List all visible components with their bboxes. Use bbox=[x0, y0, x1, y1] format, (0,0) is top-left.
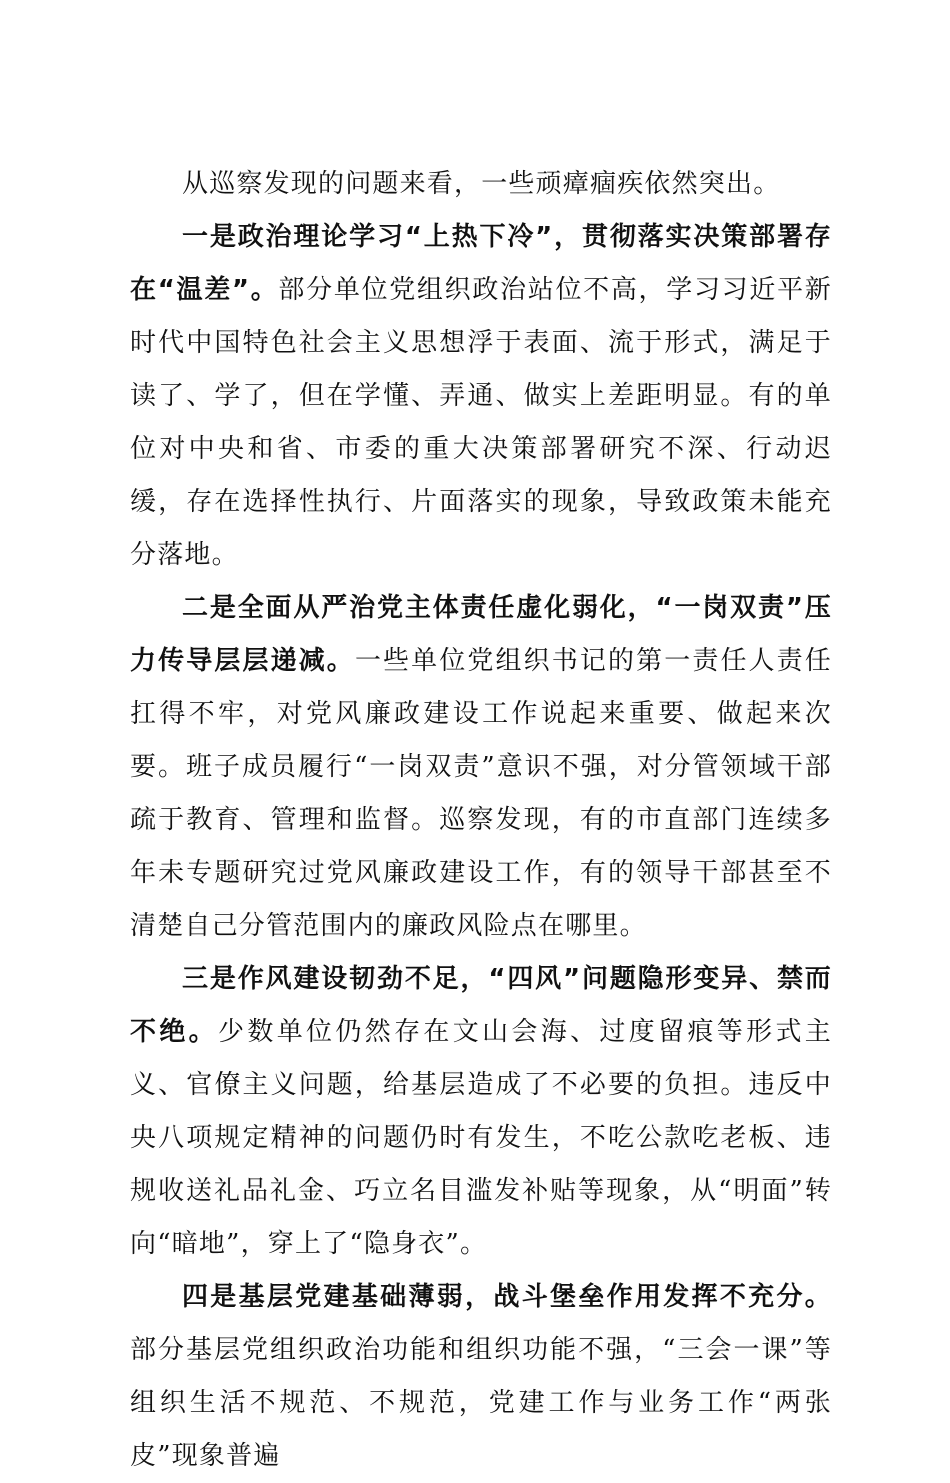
paragraph-text: 从巡察发现的问题来看，一些顽瘴痼疾依然突出。 bbox=[182, 169, 781, 199]
paragraph-point-4 bbox=[130, 1271, 832, 1483]
paragraph-text: 一些单位党组织书记的第一责任人责任扛得不牢，对党风廉政建设工作说起来重要、做起来次要。班子成员履行“一岗双责”意识不强，对分管领域干部疏于教育、管理和监督。巡察发现，有的市直部门连续多年未专题研究过党风廉政建设工作，有的领导干部甚至不清楚自己分管范围内的廉政风险点在哪里。 bbox=[130, 646, 832, 941]
paragraph-intro bbox=[130, 158, 832, 211]
paragraph-point-1 bbox=[130, 211, 832, 582]
paragraph-text: 少数单位仍然存在文山会海、过度留痕等形式主义、官僚主义问题，给基层造成了不必要的负担。违反中央八项规定精神的问题仍时有发生，不吃公款吃老板、违规收送礼品礼金、巧立名目滥发补贴等现象，从“明面”转向“暗地”，穿上了“隐身衣”。 bbox=[130, 1017, 833, 1259]
paragraph-point-2 bbox=[130, 582, 832, 953]
paragraph-lead: 一是政治理论学习“上热下冷”，贯彻落实决策部署存在“温差”。 bbox=[130, 222, 832, 305]
paragraph-lead: 二是全面从严治党主体责任虚化弱化，“一岗双责”压力传导层层递减。 bbox=[130, 593, 832, 676]
paragraph-lead: 四是基层党建基础薄弱，战斗堡垒作用发挥不充分。 bbox=[182, 1282, 832, 1312]
paragraph-point-3 bbox=[130, 953, 832, 1271]
paragraph-text: 部分单位党组织政治站位不高，学习习近平新时代中国特色社会主义思想浮于表面、流于形式，满足于读了、学了，但在学懂、弄通、做实上差距明显。有的单位对中央和省、市委的重大决策部署研究不深、行动迟缓，存在选择性执行、片面落实的现象，导致政策未能充分落地。 bbox=[130, 275, 832, 570]
paragraph-text: 部分基层党组织政治功能和组织功能不强，“三会一课”等组织生活不规范、不规范，党建工作与业务工作“两张皮”现象普遍 bbox=[130, 1335, 832, 1471]
paragraph-lead: 三是作风建设韧劲不足，“四风”问题隐形变异、禁而不绝。 bbox=[130, 964, 832, 1047]
document-body bbox=[130, 158, 832, 1483]
